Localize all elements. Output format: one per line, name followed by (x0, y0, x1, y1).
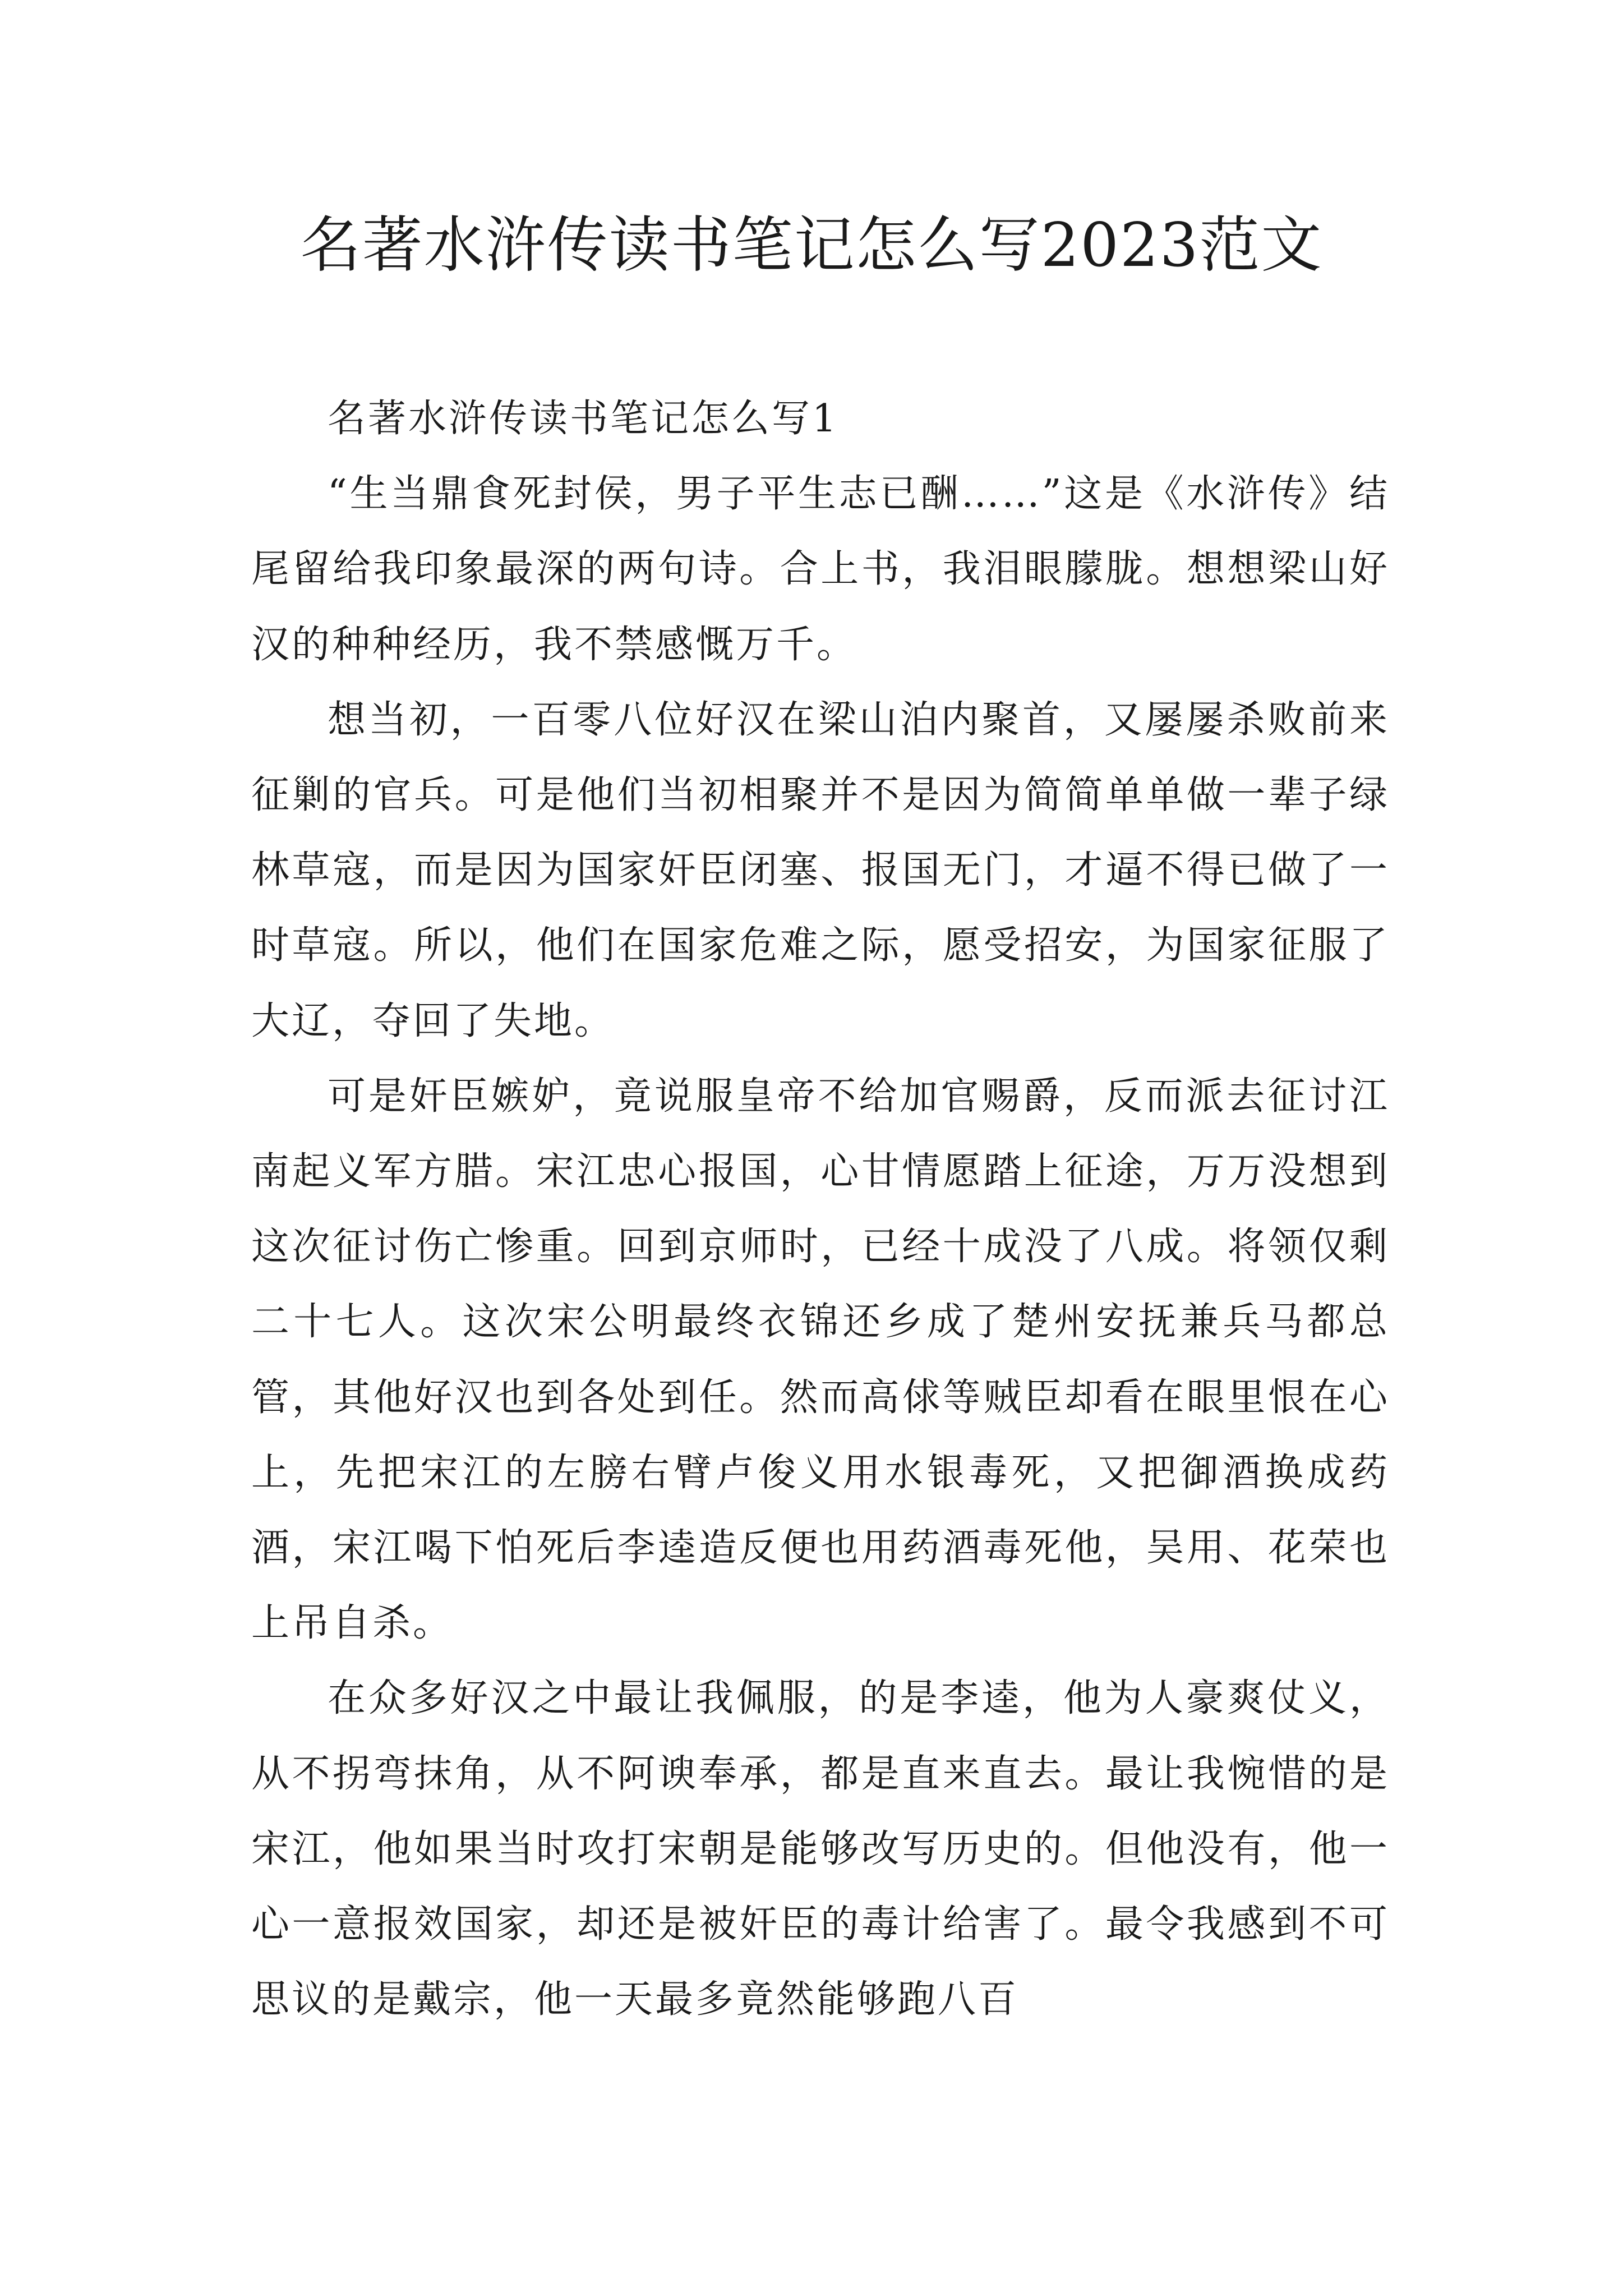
section-heading: 名著水浒传读书笔记怎么写1 (328, 397, 839, 441)
document-body (251, 381, 1390, 2037)
paragraph-2: 想当初，一百零八位好汉在梁山泊内聚首，又屡屡杀败前来征剿的官兵。可是他们当初相聚并不是因为简简单单做一辈子绿林草寇，而是因为国家奸臣闭塞、报国无门，才逼不得已做了一时草寇。所以，他们在国家危难之际，愿受招安，为国家征服了大辽，夺回了失地。 (251, 697, 1390, 1043)
paragraph-4: 在众多好汉之中最让我佩服，的是李逵，他为人豪爽仗义，从不拐弯抹角，从不阿谀奉承，都是直来直去。最让我惋惜的是宋江，他如果当时攻打宋朝是能够改写历史的。但他没有，他一心一意报效国家，却还是被奸臣的毒计给害了。最令我感到不可思议的是戴宗，他一天最多竟然能够跑八百 (251, 1676, 1390, 2022)
paragraph-1: “生当鼎食死封侯，男子平生志已酬……”这是《水浒传》结尾留给我印象最深的两句诗。合上书，我泪眼朦胧。想想梁山好汉的种种经历，我不禁感慨万千。 (251, 472, 1390, 667)
document-title: 名著水浒传读书笔记怎么写2023范文 (300, 210, 1323, 280)
paragraph-3: 可是奸臣嫉妒，竟说服皇帝不给加官赐爵，反而派去征讨江南起义军方腊。宋江忠心报国，心甘情愿踏上征途，万万没想到这次征讨伤亡惨重。回到京师时，已经十成没了八成。将领仅剩二十七人。这次宋公明最终衣锦还乡成了楚州安抚兼兵马都总管，其他好汉也到各处到任。然而高俅等贼臣却看在眼里恨在心上，先把宋江的左膀右臂卢俊义用水银毒死，又把御酒换成药酒，宋江喝下怕死后李逵造反便也用药酒毒死他，吴用、花荣也上吊自杀。 (251, 1074, 1390, 1646)
